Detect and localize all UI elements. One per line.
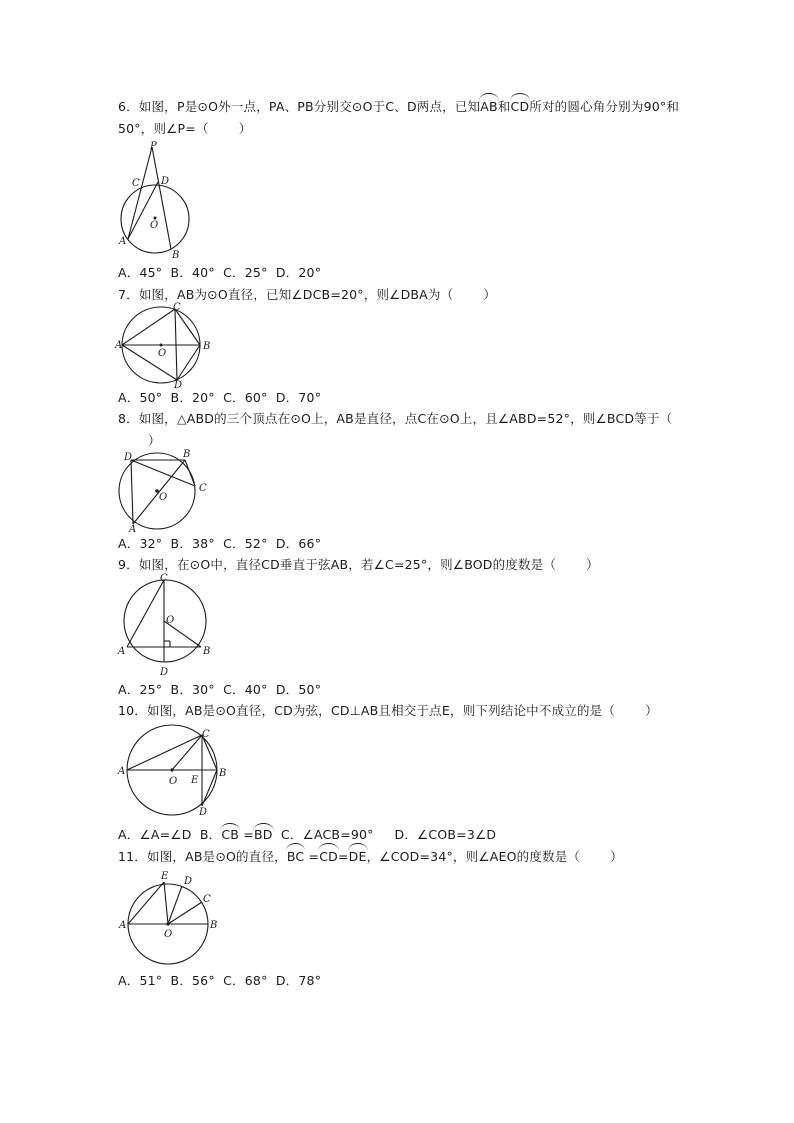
q10-label-d: D [199, 807, 208, 818]
q11-eq-1: = [308, 849, 320, 864]
q11-label-e: E [161, 871, 169, 882]
q6-label-p: P [150, 141, 157, 152]
q11-line-od [168, 886, 182, 924]
q11-label-a: A [119, 920, 127, 931]
q10-option-b-arc-bd: BD [253, 827, 273, 842]
q11-text-c: ） [610, 849, 623, 864]
q9-circle [124, 580, 206, 662]
question-11-text [118, 846, 688, 868]
q6-text-a: 6．如图，P是⊙O外一点，PA、PB分别交⊙O于C、D两点，已知 [118, 99, 481, 114]
q7-line-db [177, 345, 200, 380]
q10-figure [115, 724, 230, 819]
q10-option-b-arc-cb: CB [221, 827, 240, 842]
q7-figure [115, 302, 215, 391]
q6-text-d: ） [238, 121, 252, 136]
q6-label-a: A [119, 236, 127, 247]
q7-text-b: ） [483, 287, 497, 302]
q10-line-cb [202, 735, 217, 770]
q8-line-dc [131, 460, 195, 486]
q11-line-oe [164, 882, 168, 924]
q10-option-a: A．∠A=∠D [118, 827, 192, 842]
q10-line-bd [202, 770, 217, 806]
question-10-text [118, 700, 688, 722]
question-6-text [118, 96, 688, 140]
q8-line-ad [131, 460, 133, 524]
q10-option-c: C．∠ACB=90° [280, 827, 374, 842]
q11-options: A．51° B．56° C．68° D．78° [118, 973, 322, 988]
q6-options: A．45° B．40° C．25° D．20° [118, 265, 322, 280]
q10-label-e: E [191, 775, 199, 786]
q7-line-cb [175, 309, 200, 345]
q10-options [118, 826, 496, 844]
q7-options: A．50° B．20° C．60° D．70° [118, 390, 322, 405]
q6-arc-ab: AB [480, 96, 498, 118]
q10-label-a: A [118, 766, 126, 777]
q11-label-d: D [184, 876, 193, 887]
q6-text-b: 和 [497, 99, 511, 114]
q9-options: A．25° B．30° C．40° D．50° [118, 682, 322, 697]
q8-text-b: ） [148, 433, 161, 448]
q8-options: A．32° B．38° C．52° D．66° [118, 536, 322, 551]
q6-text-c: 所对的圆心角分别为90°和50°，则∠P=（ [118, 99, 680, 136]
q9-text-a: 9．如图，在⊙O中，直径CD垂直于弦AB，若∠C=25°，则∠BOD的度数是（ [118, 557, 557, 572]
q9-label-c: C [160, 573, 168, 584]
q10-center-dot [170, 768, 173, 771]
q10-option-b-eq: = [243, 827, 254, 842]
q8-label-o: O [159, 492, 168, 503]
q7-line-ad [122, 345, 177, 380]
q10-label-o: O [169, 776, 178, 787]
q11-eq-2: = [337, 849, 349, 864]
q6-label-d: D [161, 176, 170, 187]
q8-text-a: 8．如图，△ABD的三个顶点在⊙O上，AB是直径，点C在⊙O上，且∠ABD=52°，则∠BCD等于（ [118, 411, 673, 426]
q11-label-o: O [164, 929, 173, 940]
q9-label-d: D [160, 667, 169, 678]
q8-figure [115, 448, 215, 533]
q6-label-c: C [132, 178, 140, 189]
q9-label-b: B [203, 646, 211, 657]
q8-label-d: D [124, 452, 133, 463]
q11-text-a: 11．如图，AB是⊙O的直径， [118, 849, 287, 864]
q9-line-ac [127, 580, 164, 647]
q6-label-o: O [150, 220, 159, 231]
q10-option-b-prefix: B． [199, 827, 222, 842]
q7-text-a: 7．如图，AB为⊙O直径，已知∠DCB=20°，则∠DBA为（ [118, 287, 454, 302]
q6-arc-cd: CD [511, 96, 530, 118]
q10-line-oc [172, 735, 202, 770]
q6-line-pa [128, 147, 152, 239]
q11-text-b: ，∠COD=34°，则∠AEO的度数是（ [366, 849, 581, 864]
q10-label-b: B [219, 768, 227, 779]
q7-label-c: C [173, 302, 181, 313]
q7-label-d: D [174, 380, 183, 391]
q8-label-b: B [183, 449, 191, 460]
q7-label-o: O [158, 348, 167, 359]
q11-arc-cd: CD [319, 846, 338, 868]
q11-label-c: C [203, 894, 211, 905]
q7-label-a: A [115, 340, 123, 351]
q10-option-d: D．∠COB=3∠D [394, 827, 497, 842]
q9-label-o: O [166, 615, 175, 626]
q7-center-dot [160, 344, 163, 347]
q8-label-c: C [199, 483, 207, 494]
q11-line-oc [168, 902, 202, 924]
q10-text-b: ） [645, 703, 658, 718]
q9-label-a: A [118, 646, 126, 657]
q10-text-a: 10．如图，AB是⊙O直径，CD为弦，CD⊥AB且相交于点E，则下列结论中不成立的是（ [118, 703, 616, 718]
q9-figure [115, 573, 215, 681]
q6-line-pb [152, 147, 171, 249]
q11-arc-de: DE [349, 846, 367, 868]
q6-label-b: B [172, 250, 180, 261]
q11-arc-bc: BC [287, 846, 304, 868]
q6-figure [115, 140, 200, 260]
q7-line-ac [122, 309, 175, 345]
q11-center-dot [166, 922, 169, 925]
q11-figure [115, 868, 225, 973]
q11-label-b: B [210, 920, 218, 931]
q7-label-b: B [203, 341, 211, 352]
q10-label-c: C [202, 729, 210, 740]
q9-text-b: ） [586, 557, 599, 572]
question-8-text [118, 408, 688, 452]
q8-label-a: A [129, 524, 137, 535]
